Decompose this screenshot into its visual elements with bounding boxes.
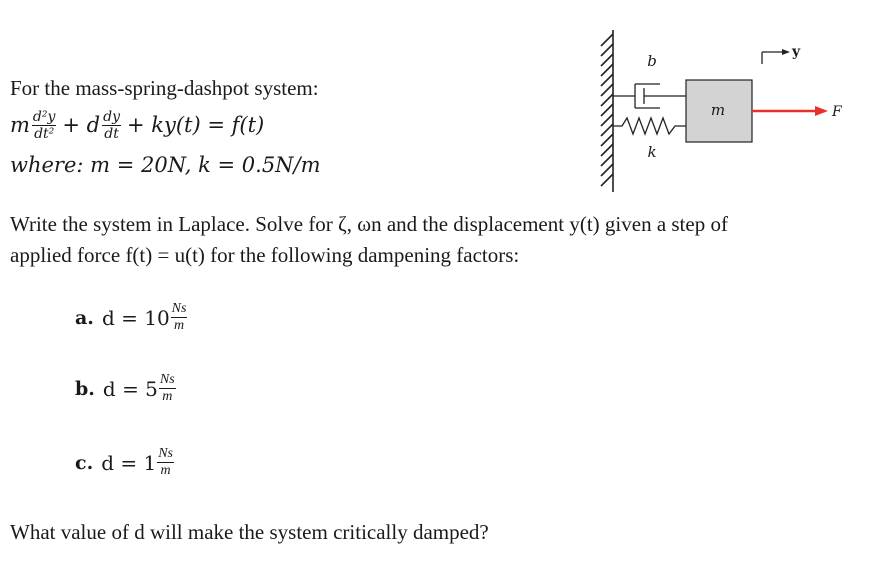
damper-label: b [647,52,657,70]
eq-d2y-den: dt² [34,126,55,142]
eq-d2y-num: d²y [32,109,56,125]
force-label: F [832,104,842,120]
item-a-label: a. [75,306,94,329]
item-c-label: c. [75,451,94,474]
item-b-unit-num: Ns [159,372,175,387]
where-line: where: m = 20N, k = 0.5N/m [10,153,321,177]
item-c-expr: d = 1 [101,450,157,475]
axis-label: y [792,44,801,60]
item-a-expr: d = 10 [101,305,170,330]
damper [613,84,686,108]
eq-plus-d: + d [62,113,101,137]
wall-hatch [601,30,613,192]
force-arrow [752,106,828,116]
item-a [75,302,187,333]
item-b-expr: d = 5 [102,376,158,401]
item-c [75,447,174,478]
eq-dy-num: dy [103,109,120,125]
item-b [75,373,176,404]
item-a-unit-num: Ns [171,301,187,316]
item-b-unit-den: m [162,388,173,404]
y-axis-indicator [762,49,790,64]
eq-mass-symbol: m [10,113,30,137]
item-c-unit [157,447,174,478]
eq-first-derivative [102,110,121,141]
intro-text: For the mass-spring-dashpot system: [10,76,319,100]
mass-spring-damper-diagram [590,20,880,200]
eq-rest: + ky(t) = f(t) [127,113,265,137]
spring-label: k [647,143,657,161]
eq-second-derivative [32,110,56,141]
eq-dy-den: dt [104,126,119,142]
spring [613,118,686,134]
item-a-unit-den: m [174,317,185,333]
final-question: What value of d will make the system critically damped? [10,520,489,544]
item-a-unit [171,302,188,333]
item-c-unit-num: Ns [158,446,173,461]
differential-equation [10,110,264,141]
item-c-unit-den: m [160,462,171,478]
item-b-label: b. [75,377,95,400]
question-line-1: Write the system in Laplace. Solve for ζ, ωn and the displacement y(t) given a step of [10,212,728,236]
mass-label: m [710,101,726,119]
question-line-2: applied force f(t) = u(t) for the following dampening factors: [10,243,520,267]
item-b-unit [159,373,176,404]
